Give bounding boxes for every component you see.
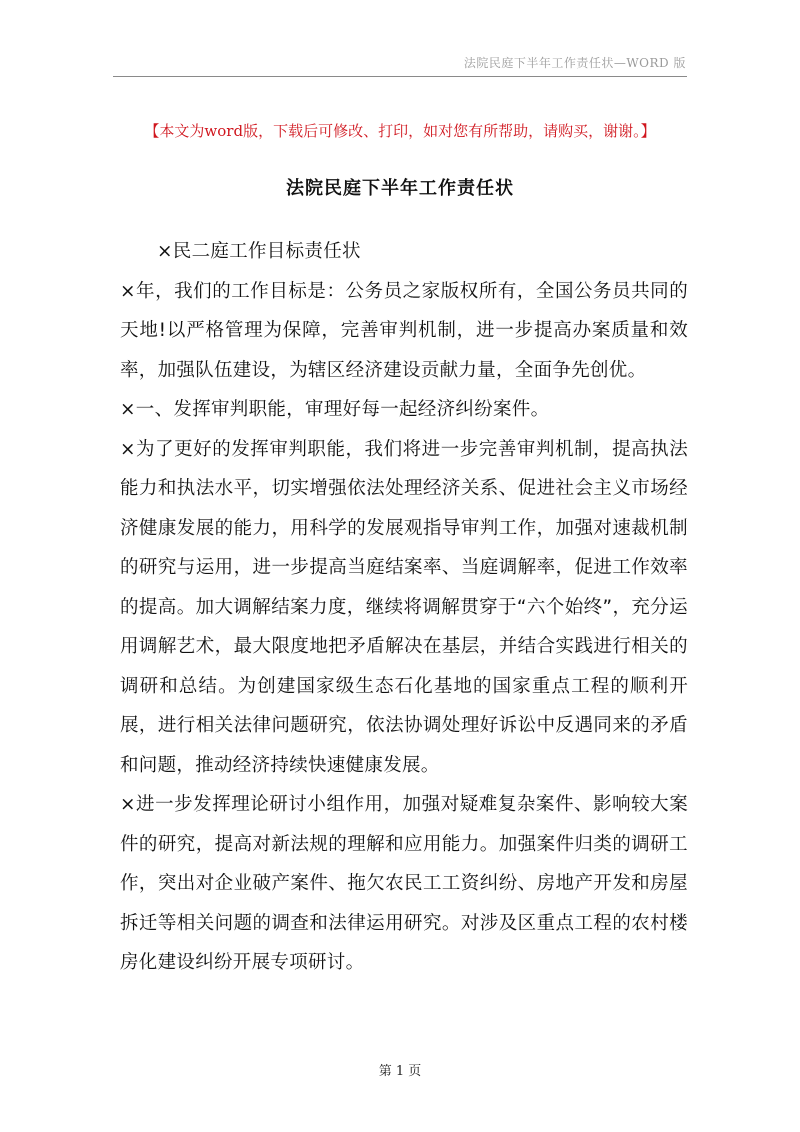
paragraph: ×进一步发挥理论研讨小组作用，加强对疑难复杂案件、影响较大案件的研究，提高对新法规的理解和应用能力。加强案件归类的调研工作，突出对企业破产案件、拖欠农民工工资纠纷、房地产开发和房屋拆迁等相关问题的调查和法律运用研究。对涉及区重点工程的农村楼房化建设纠纷开展专项研讨。	[120, 794, 688, 973]
paragraph: ×一、发挥审判职能，审理好每一起经济纠纷案件。	[120, 399, 550, 420]
page-number: 第 1 页	[378, 1064, 422, 1079]
download-notice: 【本文为word版，下载后可修改、打印，如对您有所帮助，请购买，谢谢。】	[144, 122, 656, 140]
running-header: 法院民庭下半年工作责任状—WORD 版	[463, 56, 686, 70]
paragraph: ×为了更好的发挥审判职能，我们将进一步完善审判机制，提高执法能力和执法水平，切实增强依法处理经济关系、促进社会主义市场经济健康发展的能力，用科学的发展观指导审判工作，加强对速裁机制的研究与运用，进一步提高当庭结案率、当庭调解率，促进工作效率的提高。加大调解结案力度，继续将调解贯穿于“六个始终”，充分运用调解艺术，最大限度地把矛盾解决在基层，并结合实践进行相关的调研和总结。为创建国家级生态石化基地的国家重点工程的顺利开展，进行相关法律问题研究，依法协调处理好诉讼中反遇同来的矛盾和问题，推动经济持续快速健康发展。	[120, 438, 688, 776]
subtitle-paragraph: ×民二庭工作目标责任状	[157, 241, 361, 262]
paragraph: ×年，我们的工作目标是：公务员之家版权所有，全国公务员共同的天地!以严格管理为保障，完善审判机制，进一步提高办案质量和效率，加强队伍建设，为辖区经济建设贡献力量，全面争先创优。	[120, 280, 688, 381]
document-body	[120, 232, 688, 983]
header-divider	[113, 76, 687, 77]
document-title: 法院民庭下半年工作责任状	[286, 178, 514, 199]
